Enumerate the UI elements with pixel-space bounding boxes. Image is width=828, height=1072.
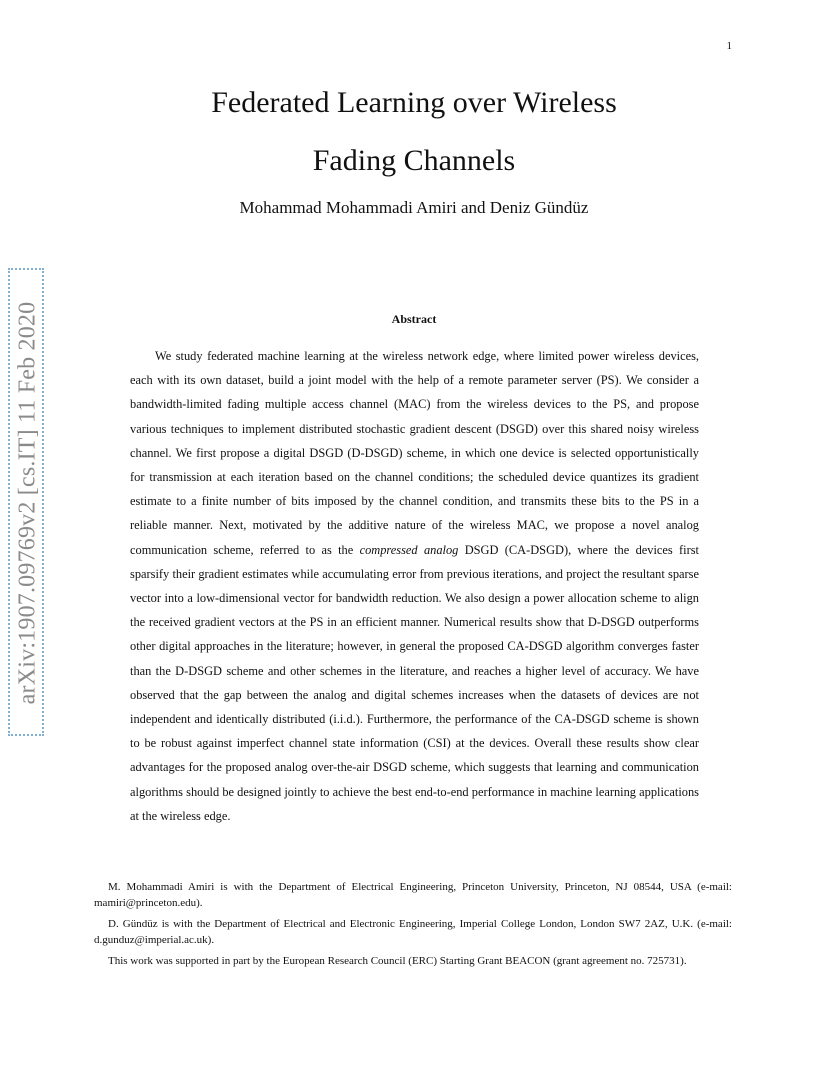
- arxiv-identifier-stamp: [2, 268, 54, 738]
- footnotes: [94, 880, 732, 976]
- paper-title-line-2: Fading Channels: [312, 144, 516, 177]
- paper-title: [0, 74, 828, 190]
- abstract-heading: Abstract: [391, 312, 437, 326]
- abstract-text-part-1: We study federated machine learning at the wireless network edge, where limited power wireless devices, each with its own dataset, build a joint model with the help of a remote parameter server (PS). We consider a bandwidth-limited fading multiple access channel (MAC) from the wireless devices to the PS, and propose various techniques to implement distributed stochastic gradient descent (DSGD) over this shared noisy wireless channel. We first propose a digital DSGD (D-DSGD) scheme, in which one device is selected opportunistically for transmission at each iteration based on the channel conditions; the scheduled device quantizes its gradient estimate to a finite number of bits imposed by the channel condition, and transmits these bits to the PS in a reliable manner. Next, motivated by the additive nature of the wireless MAC, we propose a novel analog communication scheme, referred to as the: [130, 349, 699, 557]
- page-number: 1: [726, 40, 732, 52]
- arxiv-stamp-text: arXiv:1907.09769v2 [cs.IT] 11 Feb 2020: [14, 301, 41, 705]
- footnote-author-2: D. Gündüz is with the Department of Electrical and Electronic Engineering, Imperial College London, London SW7 2AZ, U.K. (e-mail: d.gunduz@imperial.ac.uk).: [94, 918, 732, 946]
- footnote-author-1: M. Mohammadi Amiri is with the Department of Electrical Engineering, Princeton University, Princeton, NJ 08544, USA (e-mail: mamiri@princeton.edu).: [94, 881, 732, 909]
- abstract-italic-term: compressed analog: [359, 542, 459, 557]
- author-list: Mohammad Mohammadi Amiri and Deniz Gündüz: [239, 198, 589, 217]
- paper-title-line-1: Federated Learning over Wireless: [211, 86, 617, 119]
- abstract-text-part-2: DSGD (CA-DSGD), where the devices first sparsify their gradient estimates while accumulating error from previous iterations, and project the resultant sparse vector into a low-dimensional vector for bandwidth reduction. We also design a power allocation scheme to align the received gradient vectors at the PS in an efficient manner. Numerical results show that D-DSGD outperforms other digital approaches in the literature; however, in general the proposed CA-DSGD algorithm converges faster than the D-DSGD scheme and other schemes in the literature, and reaches a higher level of accuracy. We have observed that the gap between the analog and digital schemes increases when the datasets of devices are not independent and identically distributed (i.i.d.). Furthermore, the performance of the CA-DSGD scheme is shown to be robust against imperfect channel state information (CSI) at the devices. Overall these results show clear advantages for the proposed analog over-the-air DSGD scheme, which suggests that learning and communication algorithms should be designed jointly to achieve the best end-to-end performance in machine learning applications at the wireless edge.: [130, 542, 700, 823]
- footnote-funding: This work was supported in part by the European Research Council (ERC) Starting Grant BEACON (grant agreement no. 725731).: [108, 955, 687, 967]
- abstract-body: [130, 344, 699, 828]
